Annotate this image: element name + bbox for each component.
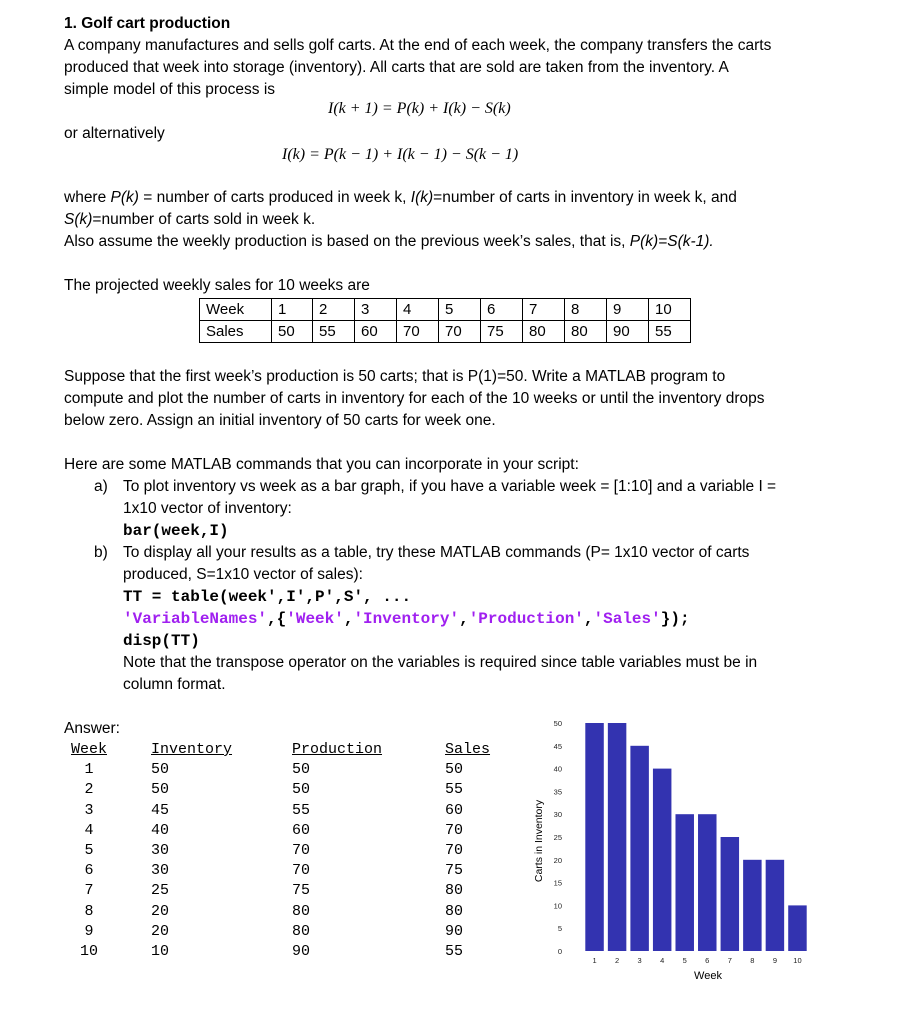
- code-line-3: disp(TT): [123, 632, 200, 650]
- answer-production-column: [292, 740, 382, 962]
- where-text-a: where: [64, 189, 111, 206]
- sales-cell: 90: [607, 321, 649, 343]
- answer-cell: 50: [151, 761, 170, 779]
- bar-week-9: [766, 860, 784, 951]
- answer-cell: 70: [292, 841, 311, 859]
- x-axis-ticks: [592, 956, 801, 965]
- inventory-bar-chart: [520, 715, 820, 995]
- answer-cell: 30: [151, 862, 170, 880]
- item-b-marker: b): [94, 544, 108, 561]
- bars: [585, 723, 806, 951]
- answer-cell: 70: [445, 841, 464, 859]
- note-line-2: column format.: [123, 676, 226, 693]
- y-tick-label: 10: [553, 901, 562, 911]
- answer-inventory-header: Inventory: [151, 741, 233, 758]
- code-string: 'Inventory': [353, 610, 460, 628]
- week-cell: 4: [397, 299, 439, 321]
- answer-cell: 80: [292, 902, 311, 920]
- answer-inventory-column: [151, 740, 232, 962]
- week-cell: 5: [439, 299, 481, 321]
- answer-cell: 50: [292, 781, 311, 799]
- answer-cell: 55: [445, 942, 464, 960]
- answer-cell: 55: [445, 781, 464, 799]
- y-axis-ticks: [554, 719, 562, 956]
- item-a-marker: a): [94, 478, 108, 495]
- note-line-1: Note that the transpose operator on the variables is required since table variables must be in: [123, 654, 758, 671]
- answer-cell: 90: [445, 922, 464, 940]
- y-tick-label: 0: [557, 947, 562, 956]
- week-cell: 9: [607, 299, 649, 321]
- sales-cell: 55: [649, 321, 691, 343]
- suppose-line-1: Suppose that the first week’s production is 50 carts; that is P(1)=50. Write a MATLAB program to: [64, 368, 726, 385]
- answer-cell: 10: [79, 942, 98, 960]
- intro-line-3: simple model of this process is: [64, 81, 276, 98]
- answer-label: Answer:: [64, 720, 120, 737]
- week-row-label: Week: [200, 299, 272, 321]
- answer-cell: 20: [151, 902, 170, 920]
- intro-line-1: A company manufactures and sells golf carts. At the end of each week, the company transfers the carts: [64, 37, 772, 54]
- x-tick-label: 7: [727, 956, 732, 965]
- sales-cell: 70: [397, 321, 439, 343]
- bar-week-6: [698, 814, 716, 951]
- x-tick-label: 2: [615, 956, 620, 965]
- problem-title: 1. Golf cart production: [64, 15, 231, 32]
- y-tick-label: 45: [553, 741, 562, 751]
- week-cell: 1: [272, 299, 313, 321]
- code-punct: ,: [459, 610, 469, 628]
- alternatively-label: or alternatively: [64, 125, 165, 142]
- x-tick-label: 5: [682, 956, 687, 965]
- where-text-f: S(k): [64, 211, 93, 228]
- answer-cell: 5: [84, 841, 94, 859]
- week-cell: 6: [481, 299, 523, 321]
- answer-cell: 8: [84, 902, 94, 920]
- x-tick-label: 9: [772, 956, 777, 965]
- sales-table: [199, 298, 691, 343]
- x-axis-label: Week: [694, 970, 722, 982]
- code-line-1: TT = table(week',I',P',S', ...: [123, 588, 412, 606]
- code-string: 'Sales': [593, 610, 661, 628]
- sales-cell: 80: [565, 321, 607, 343]
- week-cell: 2: [313, 299, 355, 321]
- answer-cell: 1: [84, 761, 94, 779]
- x-tick-label: 1: [592, 956, 597, 965]
- where-text-e: =number of carts in inventory in week k, and: [433, 189, 737, 206]
- answer-production-header: Production: [292, 741, 383, 758]
- assume-formula: P(k)=S(k-1).: [629, 233, 714, 250]
- answer-cell: 40: [151, 821, 170, 839]
- y-tick-label: 20: [553, 855, 562, 865]
- bar-week-3: [630, 746, 648, 951]
- x-tick-label: 10: [793, 956, 802, 965]
- where-line-1: [64, 187, 737, 209]
- item-b-line-2: produced, S=1x10 vector of sales):: [123, 566, 363, 583]
- y-tick-label: 50: [553, 719, 562, 728]
- bar-week-7: [721, 837, 739, 951]
- bar-week-10: [788, 905, 806, 951]
- item-a-code: bar(week,I): [123, 522, 229, 540]
- answer-cell: 60: [445, 801, 464, 819]
- y-tick-label: 35: [553, 787, 562, 797]
- answer-cell: 50: [292, 761, 311, 779]
- bar-week-8: [743, 860, 761, 951]
- item-a-line-1: To plot inventory vs week as a bar graph, if you have a variable week = [1:10] and a variable I =: [123, 478, 777, 495]
- code-punct: ,{: [267, 610, 287, 628]
- intro-line-2: produced that week into storage (inventory). All carts that are sold are taken from the inventory. A: [64, 59, 729, 76]
- answer-cell: 2: [84, 781, 94, 799]
- answer-sales-column: [445, 740, 490, 962]
- answer-cell: 80: [292, 922, 311, 940]
- week-cell: 10: [649, 299, 691, 321]
- answer-cell: 70: [292, 862, 311, 880]
- sales-cell: 75: [481, 321, 523, 343]
- commands-intro: Here are some MATLAB commands that you can incorporate in your script:: [64, 456, 579, 473]
- where-text-b: P(k): [110, 189, 139, 206]
- bar-week-2: [608, 723, 626, 951]
- y-tick-label: 40: [553, 764, 562, 774]
- where-text-g: =number of carts sold in week k.: [92, 211, 316, 228]
- x-tick-label: 4: [660, 956, 665, 965]
- sales-cell: 60: [355, 321, 397, 343]
- item-b-line-1: To display all your results as a table, try these MATLAB commands (P= 1x10 vector of carts: [123, 544, 750, 561]
- sales-cell: 80: [523, 321, 565, 343]
- code-punct: ,: [343, 610, 354, 628]
- sales-cell: 55: [313, 321, 355, 343]
- code-line-2: [123, 608, 690, 630]
- answer-cell: 7: [84, 882, 94, 900]
- assume-line: [64, 231, 714, 253]
- y-tick-label: 30: [553, 810, 562, 820]
- answer-cell: 9: [84, 922, 94, 940]
- answer-cell: 4: [84, 821, 94, 839]
- answer-cell: 10: [151, 942, 170, 960]
- where-line-2: [64, 209, 315, 231]
- sales-table-week-row: [200, 299, 691, 321]
- code-punct: });: [660, 610, 690, 628]
- week-cell: 8: [565, 299, 607, 321]
- answer-cell: 75: [445, 862, 464, 880]
- answer-cell: 45: [151, 801, 170, 819]
- answer-cell: 3: [84, 801, 94, 819]
- code-string: 'VariableNames': [123, 610, 268, 628]
- week-cell: 3: [355, 299, 397, 321]
- answer-sales-header: Sales: [445, 741, 491, 758]
- suppose-line-2: compute and plot the number of carts in inventory for each of the 10 weeks or until the inventory drops: [64, 390, 765, 407]
- where-text-d: I(k): [410, 189, 434, 206]
- item-a-line-2: 1x10 vector of inventory:: [123, 500, 292, 517]
- x-tick-label: 8: [750, 956, 755, 965]
- x-tick-label: 6: [705, 956, 710, 965]
- answer-cell: 80: [445, 882, 464, 900]
- answer-cell: 50: [445, 761, 464, 779]
- answer-cell: 90: [292, 942, 311, 960]
- answer-cell: 50: [151, 781, 170, 799]
- equation-1: I(k + 1) = P(k) + I(k) − S(k): [328, 100, 511, 117]
- answer-cell: 60: [292, 821, 311, 839]
- sales-cell: 70: [439, 321, 481, 343]
- answer-week-column: [64, 740, 114, 962]
- week-cell: 7: [523, 299, 565, 321]
- answer-cell: 70: [445, 821, 464, 839]
- assume-text: Also assume the weekly production is based on the previous week’s sales, that is,: [64, 233, 630, 250]
- answer-week-header: Week: [70, 741, 107, 758]
- sales-table-sales-row: [200, 321, 691, 343]
- x-tick-label: 3: [637, 956, 642, 965]
- y-tick-label: 15: [553, 878, 562, 888]
- where-text-c: = number of carts produced in week k,: [138, 189, 411, 206]
- answer-cell: 80: [445, 902, 464, 920]
- bar-week-4: [653, 769, 671, 951]
- code-punct: ,: [583, 610, 594, 628]
- y-axis-label: Carts in Inventory: [533, 799, 545, 883]
- bar-week-1: [585, 723, 603, 951]
- answer-cell: 25: [151, 882, 170, 900]
- answer-cell: 20: [151, 922, 170, 940]
- answer-cell: 55: [292, 801, 311, 819]
- equation-2: I(k) = P(k − 1) + I(k − 1) − S(k − 1): [282, 146, 519, 163]
- projected-sales-label: The projected weekly sales for 10 weeks are: [64, 277, 370, 294]
- suppose-line-3: below zero. Assign an initial inventory of 50 carts for week one.: [64, 412, 496, 429]
- answer-cell: 6: [84, 862, 94, 880]
- answer-cell: 75: [292, 882, 311, 900]
- code-string: 'Week': [286, 610, 344, 628]
- sales-cell: 50: [272, 321, 313, 343]
- sales-row-label: Sales: [200, 321, 272, 343]
- bar-week-5: [675, 814, 693, 951]
- code-string: 'Production': [468, 610, 584, 628]
- y-tick-label: 25: [553, 833, 562, 842]
- answer-cell: 30: [151, 841, 170, 859]
- y-tick-label: 5: [557, 924, 562, 934]
